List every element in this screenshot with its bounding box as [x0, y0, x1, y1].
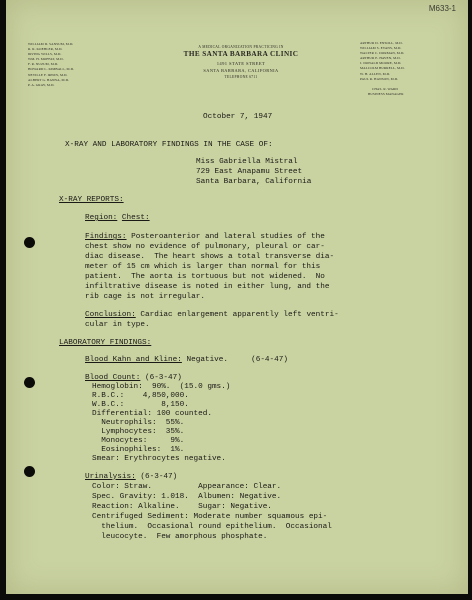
subject-line: X-RAY AND LABORATORY FINDINGS IN THE CASE OF: [65, 141, 273, 149]
doctors-list-right [360, 41, 405, 97]
business-manager-title: BUSINESS MANAGER [368, 91, 404, 96]
doctor-name: IRVING WILLS, M.D. [28, 52, 62, 57]
patient-name: Miss Gabriella Mistral [196, 158, 298, 166]
blood-count-item: Eosinophiles: 1%. [92, 446, 185, 454]
punch-hole [24, 466, 35, 477]
blood-count-item: Differential: 100 counted. [92, 410, 212, 418]
doctor-name: WM. H. MOFFAT, M.D. [28, 57, 64, 62]
blood-count-item: Hemoglobin: 90%. (15.0 gms.) [92, 383, 231, 391]
conclusion-text: Cardiac enlargement apparently left ventri- [135, 311, 339, 319]
doctor-name: HOWARD L. KIMBALL, M.D. [28, 67, 75, 72]
findings-line-0 [85, 232, 325, 242]
patient-city: Santa Barbara, California [196, 178, 312, 186]
reference-number: M633-1 [428, 4, 456, 13]
letterhead [156, 45, 326, 79]
letterhead-note: A MEDICAL ORGANIZATION PRACTICING IN [198, 45, 284, 49]
urinalysis-item: leucocyte. Few amorphous phosphate. [92, 533, 268, 541]
region-line [85, 213, 150, 223]
urinalysis-item: thelium. Occasional round epithelium. Occasional [92, 523, 332, 531]
conclusion-line-0 [85, 310, 339, 320]
letter-date: October 7, 1947 [203, 113, 273, 121]
urinalysis-date: (6-3-47) [135, 473, 178, 481]
blood-count-item: Neutrophils: 55%. [92, 419, 185, 427]
doctors-list-left [28, 42, 74, 88]
findings-text: meter of 15 cm which is larger than normal for this [85, 263, 321, 271]
blood-kahn-value: Negative. (6-4-47) [181, 356, 288, 364]
lab-heading: LABORATORY FINDINGS: [59, 339, 152, 347]
blood-kahn-line [85, 355, 288, 365]
blood-count-label: Blood Count: [85, 374, 141, 382]
doctor-name: WILLIAM S. EVANS, M.D. [360, 46, 402, 51]
punch-hole [24, 377, 35, 388]
doctor-name: WILLIAM D. SANSUM, M.D. [28, 42, 74, 46]
findings-text: rib cage is not irregular. [85, 293, 205, 301]
blood-count-date: (6-3-47) [140, 374, 182, 382]
business-manager-name: CHAS. R. WARD [372, 86, 398, 91]
doctor-name: R. R. KOEHLER, M.D. [28, 47, 63, 52]
findings-text: chest show no evidence of pulmonary, pleural or car- [85, 243, 325, 251]
region-value: Chest: [121, 214, 150, 222]
clinic-name: THE SANTA BARBARA CLINIC [183, 50, 299, 58]
urinalysis-item: Centrifuged Sediment: Moderate number squamous epi- [92, 513, 328, 521]
doctor-name: J. DONALD MOORE, M.D. [360, 61, 402, 66]
conclusion-label: Conclusion: [85, 311, 136, 319]
doctor-name: MALCOLM BURRELL, M.D. [360, 66, 405, 71]
doctor-name: ARTHUR D. ENSOLL, M.D. [360, 41, 403, 45]
doctor-name: F. R. NUZUM, M.D. [28, 62, 59, 67]
conclusion-text: cular in type. [85, 321, 150, 329]
blood-count-item: W.B.C.: 8,150. [92, 401, 189, 409]
blood-kahn-label: Blood Kahn and Kline: [85, 356, 182, 364]
patient-street: 729 East Anapamu Street [196, 168, 303, 176]
doctor-name: P. A. GRAY, M.D. [28, 82, 55, 87]
blood-count-item: Smear: Erythrocytes negative. [92, 455, 226, 463]
blood-count-item: Monocytes: 9%. [92, 437, 185, 445]
doctor-name: W. H. ALLEN, M.D. [360, 71, 391, 76]
findings-label: Findings: [85, 233, 127, 241]
urinalysis-item: Color: Straw. Appearance: Clear. [92, 483, 282, 491]
doctor-name: ALBERT G. HANNA, M.D. [28, 77, 70, 82]
findings-text: infiltrative disease is noted in either lung, and the [85, 283, 330, 291]
findings-text: diac disease. The heart shows a total transverse dia- [85, 253, 335, 261]
urinalysis-item: Reaction: Alkaline. Sugar: Negative. [92, 503, 272, 511]
doctor-name: PAUL R. HANSON, M.D. [360, 76, 399, 81]
clinic-city: SANTA BARBARA, CALIFORNIA [203, 68, 279, 73]
findings-text: patient. The aorta is tortuous but not widened. No [85, 273, 325, 281]
doctor-name: WALTER C. DORMAN, M.D. [360, 51, 405, 56]
punch-hole [24, 237, 35, 248]
blood-count-item: Lymphocytes: 35%. [92, 428, 185, 436]
urinalysis-label: Urinalysis: [85, 473, 136, 481]
blood-count-item: R.B.C.: 4,850,000. [92, 392, 189, 400]
doctor-name: NEVILLE F. IRWIN, M.D. [28, 72, 68, 77]
clinic-address: 1491 STATE STREET [216, 61, 266, 66]
findings-text: Posteroanterior and lateral studies of the [126, 233, 325, 241]
doctor-name: ARTHUR E. HAVEN, M.D. [360, 56, 401, 61]
xray-heading: X-RAY REPORTS: [59, 196, 124, 204]
clinic-phone: TELEPHONE 6711 [224, 75, 258, 79]
urinalysis-line [85, 472, 177, 482]
letter-page [6, 0, 468, 594]
region-label: Region: [85, 214, 118, 222]
urinalysis-item: Spec. Gravity: 1.018. Albumen: Negative. [92, 493, 282, 501]
